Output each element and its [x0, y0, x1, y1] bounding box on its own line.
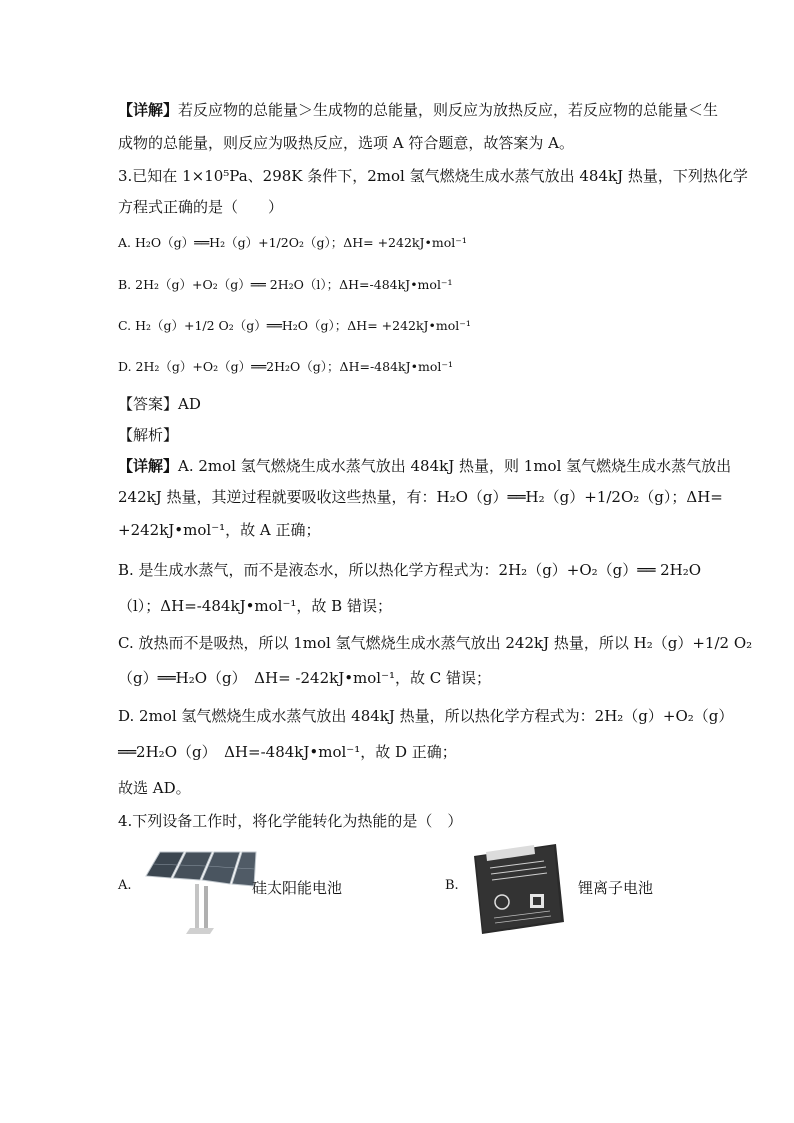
option-a-label: A. — [118, 878, 132, 893]
detail-q2-line2: 成物的总能量，则反应为吸热反应，选项 A 符合题意，故答案为 A。 — [118, 134, 574, 152]
option-d: D. 2H₂（g）+O₂（g）══2H₂O（g）；ΔH=-484kJ•mol⁻¹ — [118, 359, 453, 374]
detail-b-line2: （l）；ΔH=-484kJ•mol⁻¹，故 B 错误； — [118, 597, 392, 615]
option-a: A. H₂O（g）══H₂（g）+1/2O₂（g）；ΔH= +242kJ•mol⁻¹ — [118, 235, 467, 250]
option-a-name: 硅太阳能电池 — [252, 879, 343, 897]
detail-text: A. 2mol 氢气燃烧生成水蒸气放出 484kJ 热量，则 1mol 氢气燃烧生成水蒸气放出 — [178, 457, 732, 475]
question-4-stem: 4.下列设备工作时，将化学能转化为热能的是（ ） — [118, 812, 463, 830]
question-3-stem-line2: 方程式正确的是（ ） — [118, 198, 284, 216]
detail-d-line2: ══2H₂O（g） ΔH=-484kJ•mol⁻¹，故 D 正确； — [118, 743, 457, 761]
detail-c-line2: （g）══H₂O（g） ΔH= -242kJ•mol⁻¹，故 C 错误； — [118, 669, 492, 687]
detail-a-line1 — [118, 456, 731, 476]
detail-q2-line1 — [118, 100, 718, 120]
option-b: B. 2H₂（g）+O₂（g）══ 2H₂O（l）；ΔH=-484kJ•mol⁻¹ — [118, 277, 453, 292]
question-4-options — [118, 840, 698, 940]
detail-b-line1: B. 是生成水蒸气，而不是液态水，所以热化学方程式为：2H₂（g）+O₂（g）══ 2H₂O — [118, 561, 702, 579]
detail-tag: 【详解】 — [118, 457, 179, 475]
question-3-stem-line1: 3.已知在 1×10⁵Pa、298K 条件下，2mol 氢气燃烧生成水蒸气放出 484kJ 热量，下列热化学 — [118, 167, 748, 185]
conclusion: 故选 AD。 — [118, 779, 191, 797]
detail-a-line3: +242kJ•mol⁻¹，故 A 正确； — [118, 521, 321, 539]
option-b-label: B. — [445, 878, 459, 893]
option-c: C. H₂（g）+1/2 O₂（g）══H₂O（g）；ΔH= +242kJ•mol⁻¹ — [118, 318, 471, 333]
option-b-name: 锂离子电池 — [578, 879, 654, 897]
lithium-battery-image — [464, 840, 568, 938]
detail-c-line1: C. 放热而不是吸热，所以 1mol 氢气燃烧生成水蒸气放出 242kJ 热量，所以 H₂（g）+1/2 O₂ — [118, 634, 753, 652]
detail-a-line2: 242kJ 热量，其逆过程就要吸收这些热量，有：H₂O（g）══H₂（g）+1/2O₂（g）；ΔH= — [118, 488, 723, 506]
detail-tag: 【详解】 — [118, 101, 179, 119]
detail-d-line1: D. 2mol 氢气燃烧生成水蒸气放出 484kJ 热量，所以热化学方程式为：2H₂（g）+O₂（g） — [118, 707, 734, 725]
analysis-label: 【解析】 — [118, 426, 179, 444]
answer-label: 【答案】AD — [118, 395, 201, 413]
solar-panel-image — [140, 844, 258, 936]
detail-text: 若反应物的总能量＞生成物的总能量，则反应为放热反应，若反应物的总能量＜生 — [178, 101, 719, 119]
